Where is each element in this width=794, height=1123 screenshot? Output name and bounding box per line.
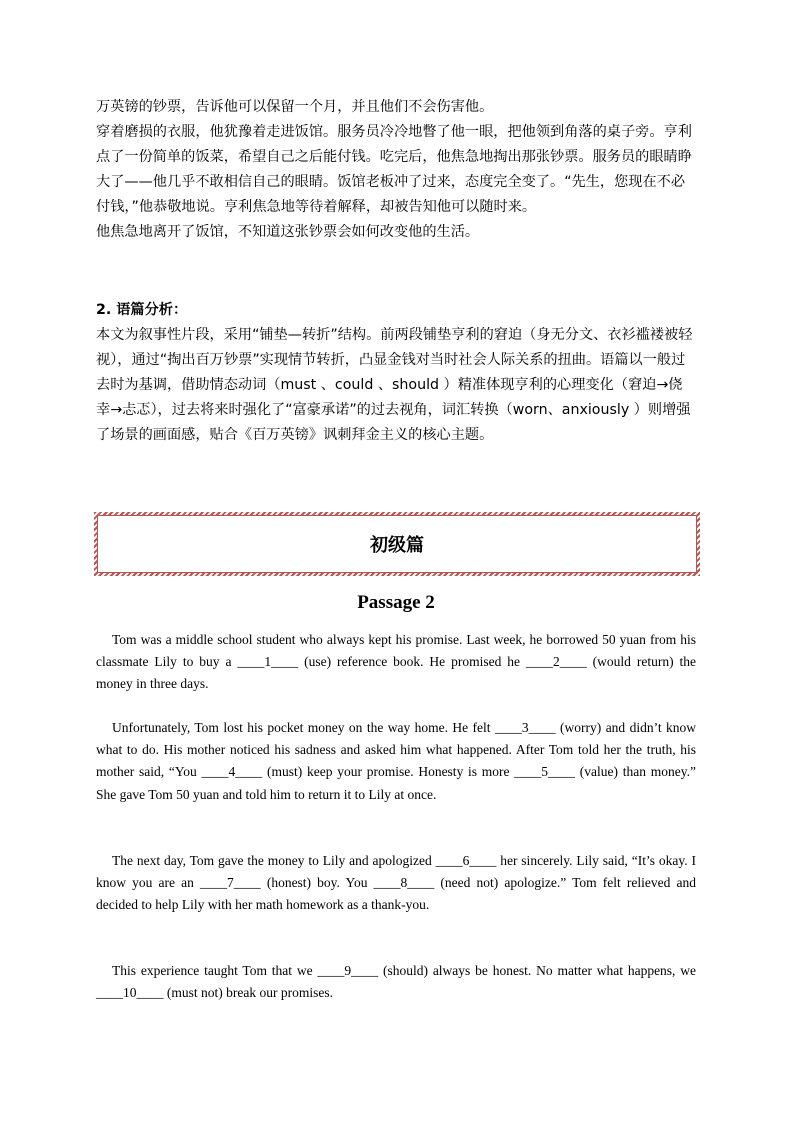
passage-paragraph-3: The next day, Tom gave the money to Lily and apologized ____6____ her sincerely. Lily said, “It’s okay. I know you are an ____7____ (honest) boy. You ____8____ (need not) apologize.” Tom felt relieved and decided to help Lily with her math homework as a thank-you. xyxy=(96,853,696,913)
passage-paragraph-2: Unfortunately, Tom lost his pocket money on the way home. He felt ____3____ (worry) and didn’t know what to do. His mother noticed his sadness and asked him what happened. After Tom told her the truth, his mother said, “You ____4____ (must) keep your promise. Honesty is more ____5____ (value) than money.” She gave Tom 50 yuan and told him to return it to Lily at once. xyxy=(96,720,696,802)
passage-paragraph-1: Tom was a middle school student who always kept his promise. Last week, he borrowed 50 yuan from his classmate Lily to buy a ____1____ (use) reference book. He promised he ____2____ (would return) the money in three days. xyxy=(96,632,696,692)
passage-title: Passage 2 xyxy=(357,592,435,613)
story-paragraph-3: 他焦急地离开了饭馆，不知道这张钞票会如何改变他的生活。 xyxy=(96,224,480,240)
story-paragraph-1: 万英镑的钞票，告诉他可以保留一个月，并且他们不会伤害他。 xyxy=(96,99,494,115)
story-translation xyxy=(96,95,696,245)
discourse-analysis xyxy=(96,298,696,448)
analysis-body: 本文为叙事性片段，采用“铺垫—转折”结构。前两段铺垫亨利的窘迫（身无分文、衣衫褴褛被轻视），通过“掏出百万钞票”实现情节转折，凸显金钱对当时社会人际关系的扭曲。语篇以一般过去时为基调，借助情态动词（must 、could 、should ）精准体现亨利的心理变化（窘迫→侥幸→忐忑），过去将来时强化了“富豪承诺”的过去视角，词汇转换（worn、anxiously ）则增强了场景的画面感，贴合《百万英镑》讽刺拜金主义的核心主题。 xyxy=(96,327,693,443)
analysis-heading: 2. 语篇分析： xyxy=(96,302,188,318)
section-title: 初级篇 xyxy=(97,515,697,573)
section-title-box xyxy=(94,512,700,576)
story-paragraph-2: 穿着磨损的衣服，他犹豫着走进饭馆。服务员冷冷地瞥了他一眼，把他领到角落的桌子旁。亨利点了一份简单的饭菜，希望自己之后能付钱。吃完后，他焦急地掏出那张钞票。服务员的眼睛睁大了——他几乎不敢相信自己的眼睛。饭馆老板冲了过来，态度完全变了。“先生，您现在不必付钱，”他恭敬地说。亨利焦急地等待着解释，却被告知他可以随时来。 xyxy=(96,124,692,215)
passage-paragraph-4: This experience taught Tom that we ____9____ (should) always be honest. No matter what happens, we ____10____ (must not) break our promises. xyxy=(96,963,696,1001)
